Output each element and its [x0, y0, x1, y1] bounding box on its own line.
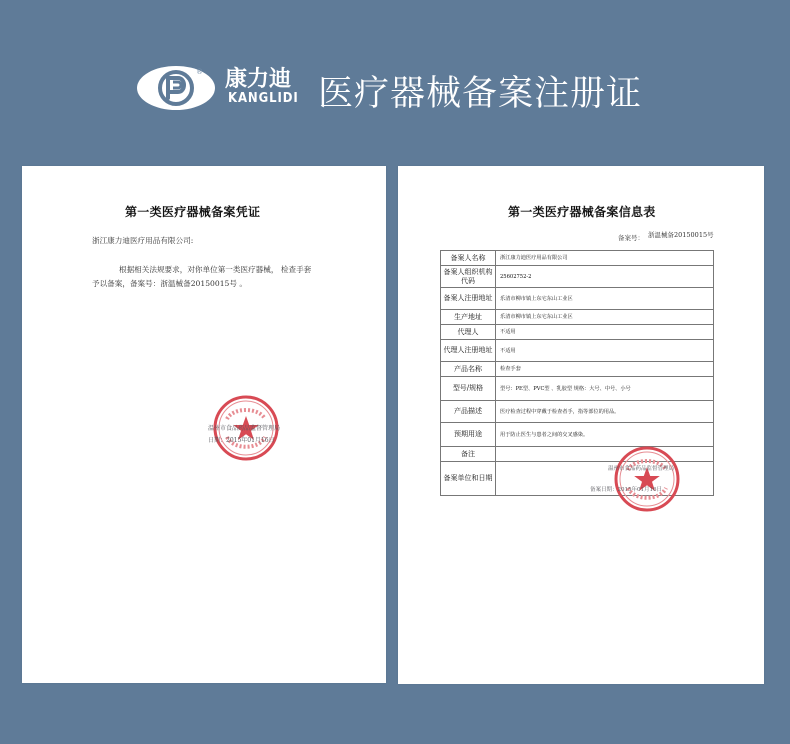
table-row — [441, 266, 714, 288]
table-row — [441, 251, 714, 266]
table-row — [441, 288, 714, 310]
row-value: 用于防止医生与患者之间的交叉感染。 — [496, 423, 714, 447]
row-label: 备案人注册地址 — [441, 288, 496, 310]
registered-mark: ® — [196, 68, 203, 76]
certificate-issuer: 温州市食品药品监督管理局 — [208, 425, 281, 432]
row-value: 25602752-2 — [496, 266, 714, 288]
table-row — [441, 310, 714, 325]
row-value: 医疗检查过程中穿戴于检查者手，指等部位的用品。 — [496, 401, 714, 423]
row-label: 预期用途 — [441, 423, 496, 447]
table-row — [441, 377, 714, 401]
row-label: 型号/规格 — [441, 377, 496, 401]
row-value: 型号：PE型、PVC型 、乳胶型 规格：大号、中号、小号 — [496, 377, 714, 401]
row-value: 检查手套 — [496, 362, 714, 377]
brand-name-cn: 康力迪 — [225, 67, 292, 92]
filing-number-label: 备案号： — [618, 234, 644, 242]
page-header — [0, 0, 790, 160]
row-label: 生产地址 — [441, 310, 496, 325]
row-value: 浙江康力迪医疗用品有限公司 — [496, 251, 714, 266]
row-label: 代理人注册地址 — [441, 340, 496, 362]
information-table-title: 第一类医疗器械备案信息表 — [508, 205, 656, 219]
row-label: 备案单位和日期 — [441, 462, 496, 496]
brand-logo-icon — [137, 66, 215, 110]
certificate-addressee: 浙江康力迪医疗用品有限公司: — [92, 236, 194, 245]
row-value: 不适用 — [496, 325, 714, 340]
row-value: 乐清市柳市镇上东宅东山工业区 — [496, 288, 714, 310]
filing-date: 备案日期：2015年01月16日 — [590, 487, 662, 493]
certificate-title: 第一类医疗器械备案凭证 — [125, 205, 261, 219]
row-label: 备注 — [441, 447, 496, 462]
brand-name-en: KANGLIDI — [228, 91, 299, 106]
table-row — [441, 362, 714, 377]
certificate-body-line-1: 根据相关法规要求，对你单位第一类医疗器械， 检查手套 — [119, 265, 312, 274]
registration-certificate-page — [22, 166, 386, 683]
row-label: 备案人组织机构代码 — [441, 266, 496, 288]
page-title: 医疗器械备案注册证 — [318, 74, 643, 114]
brand-logo-mark — [137, 66, 215, 110]
row-label: 备案人名称 — [441, 251, 496, 266]
official-seal-icon — [611, 443, 683, 515]
table-row — [441, 340, 714, 362]
certificate-date: 日期：2015年01月16日 — [208, 437, 275, 444]
table-row — [441, 325, 714, 340]
table-row — [441, 401, 714, 423]
registration-information-page — [398, 166, 764, 684]
filing-number-value: 浙温械备20150015号 — [648, 231, 714, 239]
row-value: 乐清市柳市镇上东宅东山工业区 — [496, 310, 714, 325]
row-label: 代理人 — [441, 325, 496, 340]
row-value: 不适用 — [496, 340, 714, 362]
row-label: 产品描述 — [441, 401, 496, 423]
certificate-body-line-2: 予以备案，备案号：浙温械备20150015号 。 — [92, 279, 247, 288]
filing-issuer: 温州市食品药品监督管理局 — [608, 466, 675, 472]
row-label: 产品名称 — [441, 362, 496, 377]
